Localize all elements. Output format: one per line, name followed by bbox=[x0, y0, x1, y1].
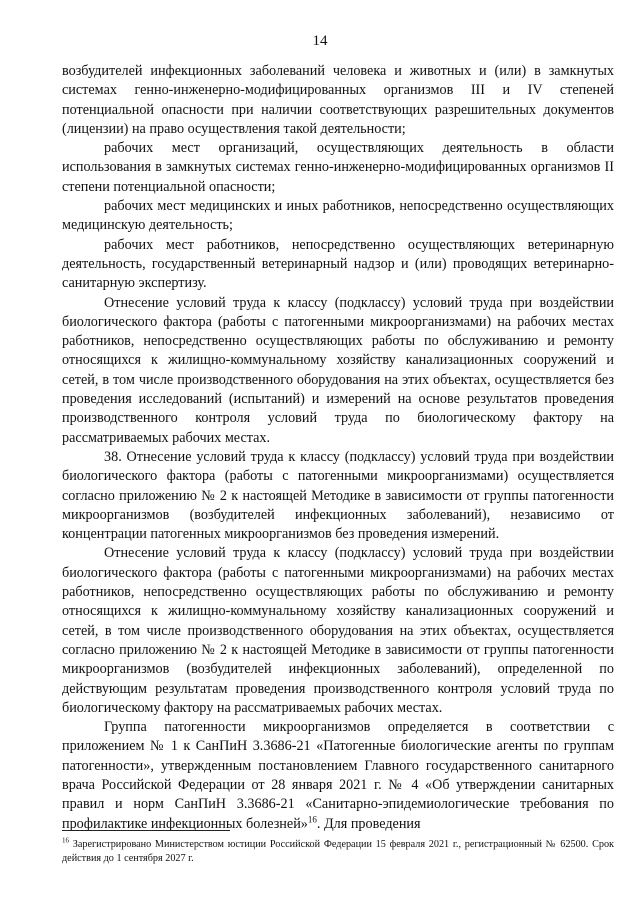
paragraph-3: рабочих мест медицинских и иных работников, непосредственно осуществляющих медицинскую деятельность; bbox=[62, 198, 614, 234]
paragraph-1: возбудителей инфекционных заболеваний человека и животных и (или) в замкнутых системах генно-инженерно-модифицированных организмов III и IV степеней потенциальной опасности при наличии соответствующих разрешительных документов (лицензии) на право осуществления такой деятельности; bbox=[62, 63, 614, 137]
paragraph-4: рабочих мест работников, непосредственно осуществляющих ветеринарную деятельность, государственный ветеринарный надзор и (или) проводящих ветеринарно-санитарную экспертизу. bbox=[62, 236, 614, 292]
footnote-reference: 16 bbox=[307, 813, 317, 824]
paragraph-8-text: Группа патогенности микроорганизмов определяется в соответствии с приложением № 1 к СанПиН 3.3686-21 «Патогенные биологические агенты по группам патогенности», утвержденным постановлением Главного государственного санитарного врача Российской Федерации от 28 января 2021 г. № 4 «Об утверждении санитарных правил и норм СанПиН 3.3686-21 «Санитарно-эпидемиологические требования по профилактике инфекционных болезней» bbox=[62, 719, 614, 832]
footnote-mark: 16 bbox=[62, 836, 69, 845]
page-number: 14 bbox=[312, 33, 328, 49]
body-text bbox=[62, 62, 614, 834]
paragraph-8-tail: . Для проведения bbox=[316, 815, 421, 832]
footnote-text: Зарегистрировано Министерством юстиции Российской Федерации 15 февраля 2021 г., регистрационный № 62500. Срок действия до 1 сентября 2027 г. bbox=[62, 839, 614, 864]
paragraph-2: рабочих мест организаций, осуществляющих деятельность в области использования в замкнутых системах генно-инженерно-модифицированных организмов II степени потенциальной опасности; bbox=[62, 140, 614, 195]
paragraph-6-item-38: 38. Отнесение условий труда к классу (подклассу) условий труда при воздействии биологического фактора (работы с патогенными микроорганизмами) осуществляется согласно приложению № 2 к настоящей Методике в зависимости от группы патогенности микроорганизмов (возбудителей инфекционных заболеваний), независимо от концентрации патогенных микроорганизмов без проведения измерений. bbox=[62, 448, 614, 543]
paragraph-7: Отнесение условий труда к классу (подклассу) условий труда при воздействии биологического фактора (работы с патогенными микроорганизмами) на рабочих местах работников, непосредственно осуществляющих работы по обслуживанию и ремонту относящихся к жилищно-коммунальному хозяйству канализационных сооружений и сетей, в том числе производственного оборудования на этих объектах, осуществляется согласно приложению № 2 к настоящей Методике в зависимости от группы патогенности микроорганизмов (возбудителей инфекционных заболеваний), определенной по действующим результатам проведения производственного контроля условий труда по биологическому фактору на рассматриваемых рабочих местах. bbox=[62, 545, 614, 716]
footnote-divider bbox=[62, 830, 230, 831]
paragraph-8 bbox=[62, 718, 614, 834]
paragraph-5: Отнесение условий труда к классу (подклассу) условий труда при воздействии биологического фактора (работы с патогенными микроорганизмами) на рабочих местах работников, непосредственно осуществляющих работы по обслуживанию и ремонту относящихся к жилищно-коммунальному хозяйству канализационных сооружений и сетей, в том числе производственного оборудования на этих объектах, осуществляется без проведения исследований (испытаний) и измерений на основе результатов проведения производственного контроля условий труда по биологическому фактору на рассматриваемых рабочих местах. bbox=[62, 294, 614, 446]
footnote bbox=[62, 838, 614, 866]
